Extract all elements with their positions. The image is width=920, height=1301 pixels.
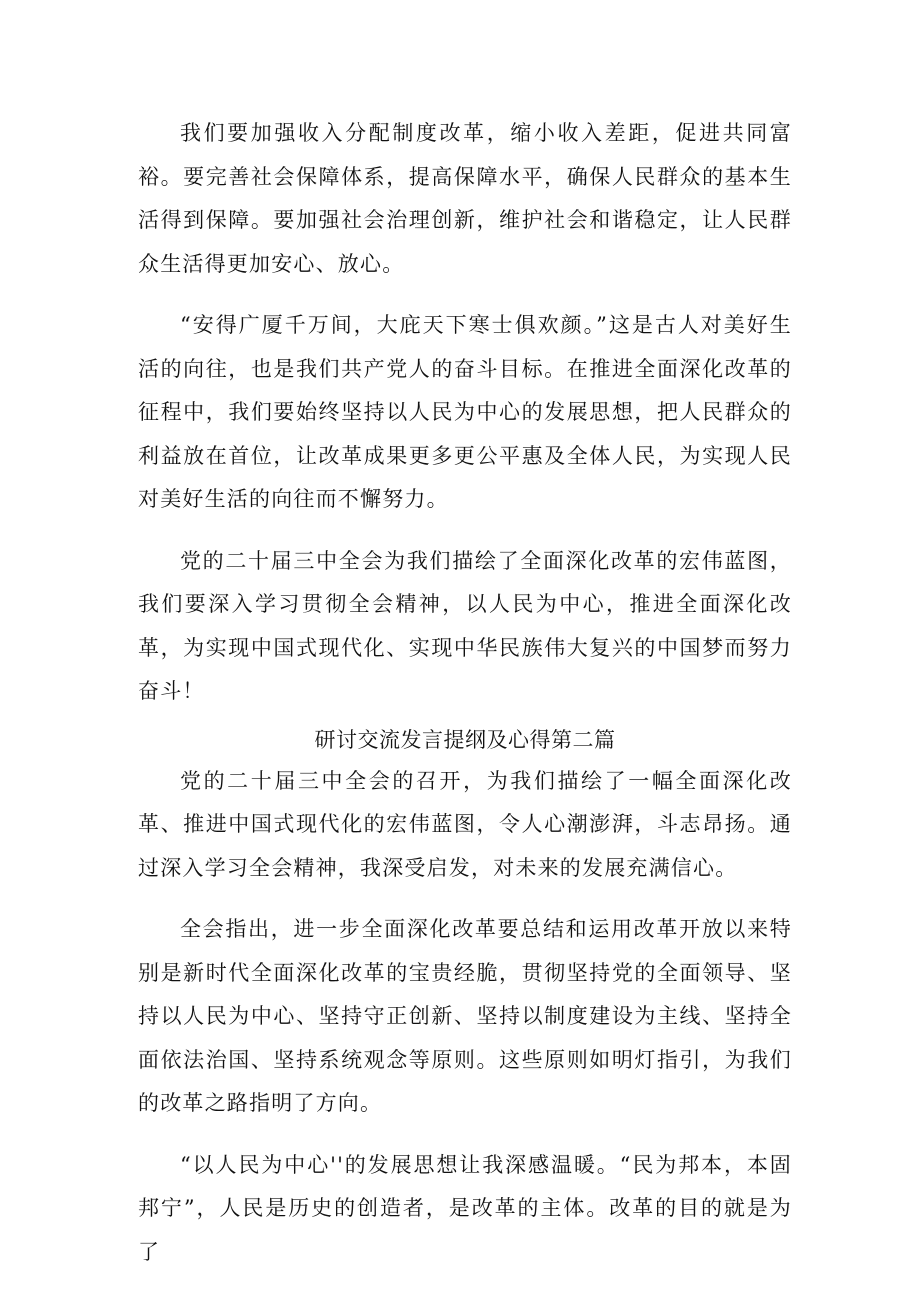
paragraph-blueprint-conclusion: 党的二十届三中全会为我们描绘了全面深化改革的宏伟蓝图，我们要深入学习贯彻全会精神，以人民为中心，推进全面深化改革，为实现中国式现代化、实现中华民族伟大复兴的中国梦而努力奋斗！ — [138, 548, 792, 703]
document-page — [138, 112, 792, 1274]
section-title: 研讨交流发言提纲及心得第二篇 — [314, 727, 616, 752]
paragraph-income-distribution: 我们要加强收入分配制度改革，缩小收入差距，促进共同富裕。要完善社会保障体系，提高保障水平，确保人民群众的基本生活得到保障。要加强社会治理创新，维护社会和谐稳定，让人民群众生活得更加安心、放心。 — [138, 121, 792, 276]
paragraph-people-centered: “以人民为中心''的发展思想让我深感温暖。“民为邦本，本固邦宁”，人民是历史的创造者，是改革的主体。改革的目的就是为了 — [138, 1152, 792, 1264]
paragraph-plenum-opening: 党的二十届三中全会的召开，为我们描绘了一幅全面深化改革、推进中国式现代化的宏伟蓝图，令人心潮澎湃，斗志昂扬。通过深入学习全会精神，我深受启发，对未来的发展充满信心。 — [138, 768, 792, 880]
paragraph-guangsha-quote: “安得广厦千万间，大庇天下寒士俱欢颜。”这是古人对美好生活的向往，也是我们共产党人的奋斗目标。在推进全面深化改革的征程中，我们要始终坚持以人民为中心的发展思想，把人民群众的利益放在首位，让改革成果更多更公平惠及全体人民，为实现人民对美好生活的向往而不懈努力。 — [138, 313, 792, 511]
paragraph-reform-principles: 全会指出，进一步全面深化改革要总结和运用改革开放以来特别是新时代全面深化改革的宝贵经脆，贯彻坚持党的全面领导、坚持以人民为中心、坚持守正创新、坚持以制度建设为主线、坚持全面依法治国、坚持系统观念等原则。这些原则如明灯指引，为我们的改革之路指明了方向。 — [138, 917, 792, 1115]
